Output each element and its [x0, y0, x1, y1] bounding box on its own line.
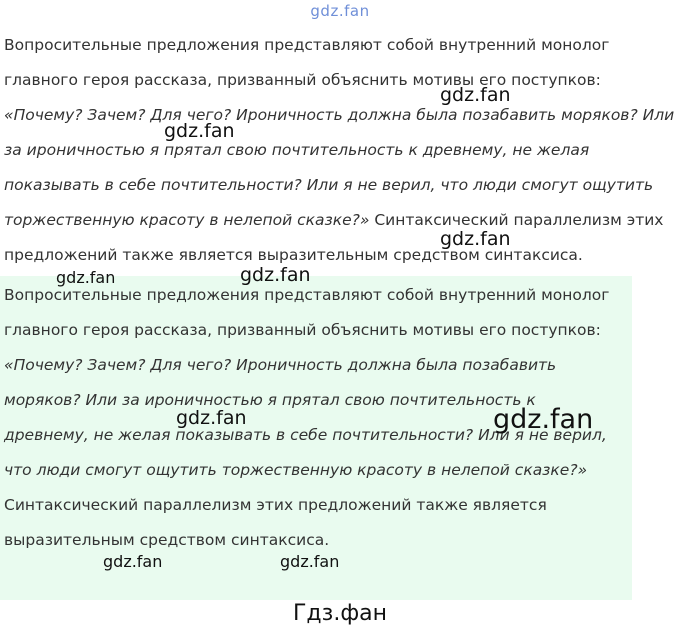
watermark: gdz.fan	[164, 120, 235, 142]
footer-watermark: Гдз.фан	[293, 601, 387, 626]
watermark: gdz.fan	[493, 404, 594, 435]
watermark: gdz.fan	[176, 407, 247, 429]
paragraph-outro: Синтаксический параллелизм этих предложений также является выразительным средством синтаксиса.	[4, 211, 664, 264]
watermark: gdz.fan	[280, 552, 340, 571]
watermark: gdz.fan	[56, 268, 116, 287]
watermark: gdz.fan	[440, 228, 511, 250]
paragraph-intro: Вопросительные предложения представляют собой внутренний монолог главного героя рассказа, призванный объяснить мотивы его поступков:	[4, 286, 610, 339]
paragraph-outro: Синтаксический параллелизм этих предложений также является выразительным средством синтаксиса.	[4, 496, 547, 549]
paragraph-quote: «Почему? Зачем? Для чего? Ироничность должна была позабавить моряков? Или за ироничностью я прятал свою почтительность к древнему, не желая показывать в себе почтительности? Или я не верил, что люди смогут ощутить торжественную красоту в нелепой сказке?»	[4, 356, 607, 479]
watermark: gdz.fan	[440, 84, 511, 106]
answer-paragraph	[4, 28, 676, 273]
watermark: gdz.fan	[240, 264, 311, 286]
watermark: gdz.fan	[103, 552, 163, 571]
paragraph-intro: Вопросительные предложения представляют собой внутренний монолог главного героя рассказа, призванный объяснить мотивы его поступков:	[4, 36, 610, 89]
site-logo: gdz.fan	[310, 2, 370, 20]
paragraph-quote: «Почему? Зачем? Для чего? Ироничность должна была позабавить моряков? Или за ироничностью я прятал свою почтительность к древнему, не желая показывать в себе почтительности? Или я не верил, что люди смогут ощутить торжественную красоту в нелепой сказке?»	[4, 106, 675, 229]
